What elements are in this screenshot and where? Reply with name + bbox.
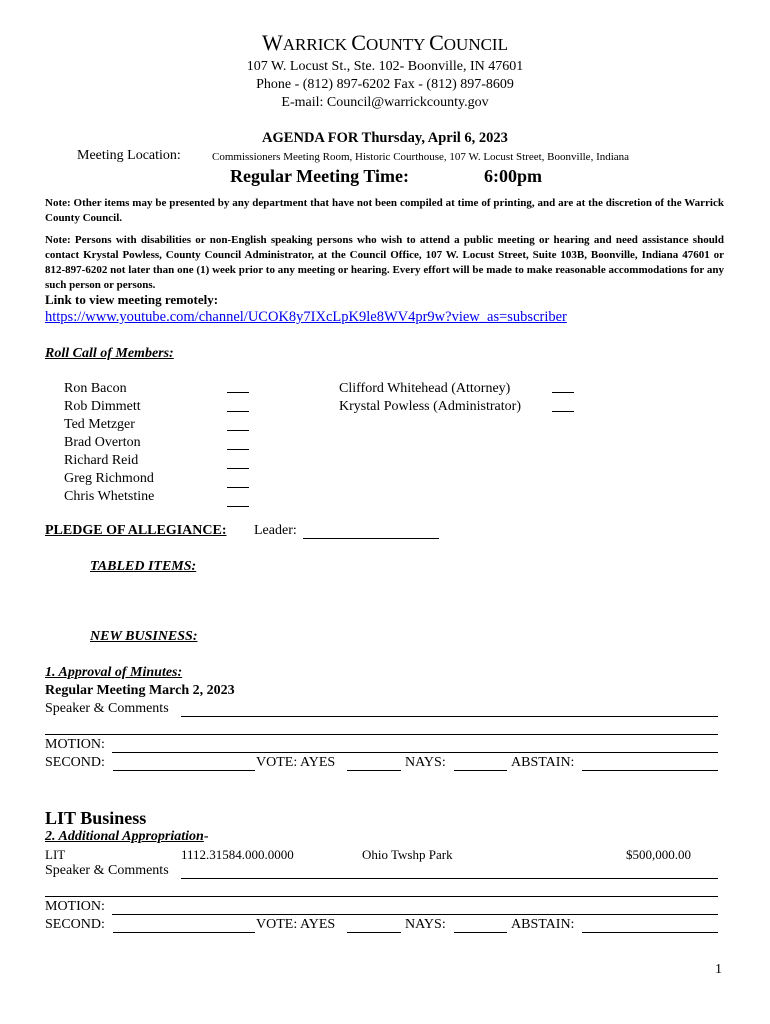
- council-email: E-mail: Council@warrickcounty.gov: [281, 95, 489, 110]
- new-business-heading: NEW BUSINESS:: [90, 629, 198, 644]
- item1-speaker-label: Speaker & Comments: [45, 701, 169, 716]
- lit-description: Ohio Twshp Park: [362, 847, 453, 862]
- note-other-items: Note: Other items may be presented by any department that have not been compiled at time of printing, and are at the discretion of the Warrick County Council.: [45, 197, 724, 224]
- member-attendance-blanks: [227, 380, 249, 513]
- item1-abstain-label: ABSTAIN:: [511, 755, 575, 770]
- attendance-blank: [227, 437, 249, 450]
- lit-motion-label: MOTION:: [45, 899, 105, 914]
- remote-meeting-link[interactable]: https://www.youtube.com/channel/UCOK8y7IXcLpK9le8WV4pr9w?view_as=subscriber: [45, 309, 567, 325]
- item1-motion-line: [112, 752, 718, 753]
- meeting-location-value: Commissioners Meeting Room, Historic Courthouse, 107 W. Locust Street, Boonville, Indiana: [212, 151, 630, 163]
- member-name: Rob Dimmett: [64, 399, 141, 414]
- staff-name: Clifford Whitehead (Attorney): [339, 381, 511, 396]
- lit-second-line: [113, 932, 255, 933]
- attendance-blank: [227, 399, 249, 412]
- lit-account-number: 1112.31584.000.0000: [181, 847, 294, 862]
- item1-ayes-line: [347, 770, 401, 771]
- item1-abstain-line: [582, 770, 718, 771]
- roll-call-heading: Roll Call of Members:: [45, 346, 174, 361]
- attendance-blank: [552, 380, 574, 393]
- lit-speaker-line: [181, 878, 718, 879]
- lit-second-label: SECOND:: [45, 917, 105, 932]
- staff-list: [339, 380, 521, 416]
- item1-motion-label: MOTION:: [45, 737, 105, 752]
- lit-fund: LIT: [45, 847, 66, 862]
- remote-link-label: Link to view meeting remotely:: [45, 292, 219, 307]
- lit-comments-line: [45, 896, 718, 897]
- member-name: Brad Overton: [64, 435, 141, 450]
- agenda-title: AGENDA FOR Thursday, April 6, 2023: [262, 130, 508, 146]
- meeting-location-label: Meeting Location:: [77, 148, 181, 163]
- attendance-blank: [227, 475, 249, 488]
- item1-nays-label: NAYS:: [405, 755, 446, 770]
- council-phone-fax: Phone - (812) 897-6202 Fax - (812) 897-8609: [256, 77, 514, 92]
- item1-nays-line: [454, 770, 507, 771]
- meeting-time-value: 6:00pm: [484, 166, 542, 186]
- lit-vote-label: VOTE: AYES: [256, 917, 336, 932]
- lit-nays-label: NAYS:: [405, 917, 446, 932]
- item1-speaker-line: [181, 716, 718, 717]
- item1-second-line: [113, 770, 255, 771]
- item1-comments-line: [45, 734, 718, 735]
- item1-vote-label: VOTE: AYES: [256, 755, 336, 770]
- member-name: Greg Richmond: [64, 471, 154, 486]
- council-title: WARRICK COUNTY COUNCIL: [262, 30, 508, 55]
- item1-subheading: Regular Meeting March 2, 2023: [45, 683, 235, 698]
- lit-business-heading: LIT Business: [45, 808, 147, 828]
- member-name: Ron Bacon: [64, 381, 127, 396]
- tabled-items-heading: TABLED ITEMS:: [90, 559, 197, 574]
- page-number: 1: [715, 962, 722, 977]
- pledge-leader-label: Leader:: [254, 523, 297, 538]
- lit-abstain-line: [582, 932, 718, 933]
- attendance-blank: [227, 456, 249, 469]
- item1-second-label: SECOND:: [45, 755, 105, 770]
- staff-attendance-blanks: [552, 380, 574, 418]
- lit-ayes-line: [347, 932, 401, 933]
- member-name: Richard Reid: [64, 453, 139, 468]
- lit-nays-line: [454, 932, 507, 933]
- member-list: [64, 380, 154, 506]
- pledge-heading: PLEDGE OF ALLEGIANCE:: [45, 523, 227, 538]
- lit-motion-line: [112, 914, 718, 915]
- lit-speaker-label: Speaker & Comments: [45, 863, 169, 878]
- staff-name: Krystal Powless (Administrator): [339, 399, 521, 414]
- lit-abstain-label: ABSTAIN:: [511, 917, 575, 932]
- meeting-time-label: Regular Meeting Time:: [230, 166, 409, 186]
- attendance-blank: [552, 399, 574, 412]
- item1-heading: 1. Approval of Minutes:: [45, 665, 183, 680]
- pledge-leader-line: [303, 538, 439, 539]
- attendance-blank: [227, 494, 249, 507]
- lit-amount: $500,000.00: [626, 847, 691, 862]
- note-accessibility: Note: Persons with disabilities or non-English speaking persons who wish to attend a public meeting or hearing and need assistance should contact Krystal Powless, County Council Administrator, at the Council Office, 107 W. Locust Street, Suite 103B, Boonville, Indiana 47601 or 812-897-6202 not later than one (1) week prior to any meeting or hearing. Every effort will be made to make reasonable accommodations for any such person or persons.: [45, 234, 724, 291]
- attendance-blank: [227, 380, 249, 393]
- lit-item-heading: 2. Additional Appropriation-: [45, 829, 209, 844]
- member-name: Ted Metzger: [64, 417, 135, 432]
- council-address: 107 W. Locust St., Ste. 102- Boonville, IN 47601: [246, 59, 524, 74]
- attendance-blank: [227, 418, 249, 431]
- member-name: Chris Whetstine: [64, 489, 155, 504]
